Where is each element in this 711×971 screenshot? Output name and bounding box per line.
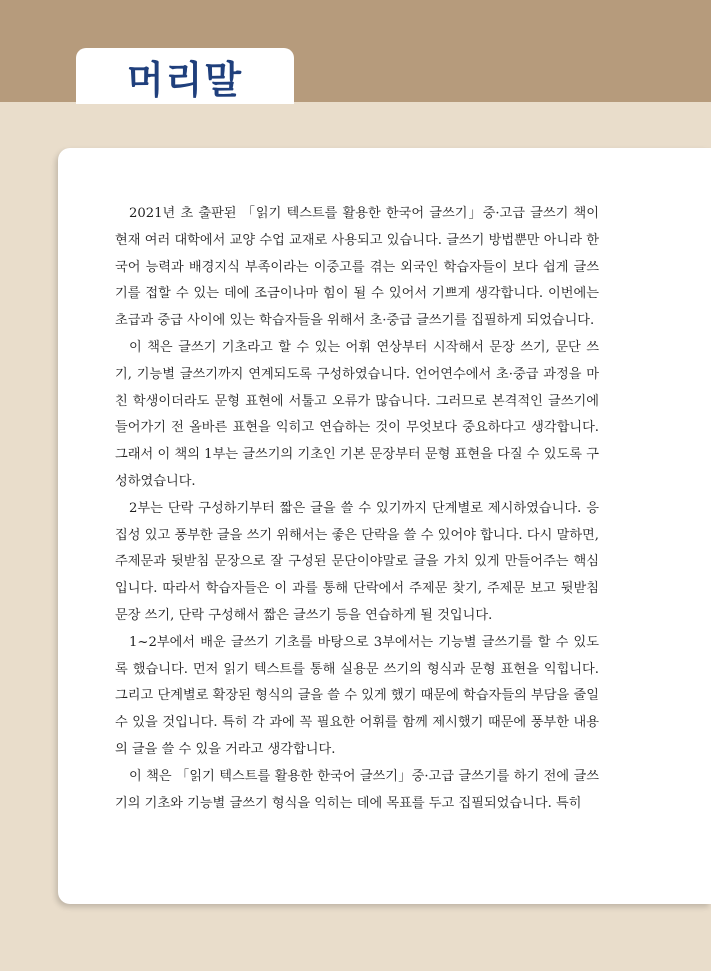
paragraph-4: 1~2부에서 배운 글쓰기 기초를 바탕으로 3부에서는 기능별 글쓰기를 할 수 있도록 했습니다. 먼저 읽기 텍스트를 통해 실용문 쓰기의 형식과 문형 표현을 익힙니다. 그리고 단계별로 확장된 형식의 글을 쓸 수 있게 했기 때문에 학습자들의 부담을 줄일 수 있을 것입니다. 특히 각 과에 꼭 필요한 어휘를 함께 제시했기 때문에 풍부한 내용의 글을 쓸 수 있을 거라고 생각합니다. (115, 634, 599, 757)
paragraph-5: 이 책은 「읽기 텍스트를 활용한 한국어 글쓰기」중·고급 글쓰기를 하기 전에 글쓰기의 기초와 기능별 글쓰기 형식을 익히는 데에 목표를 두고 집필되었습니다. 특히 (115, 768, 599, 811)
title-tab (76, 48, 294, 104)
paragraph-2: 이 책은 글쓰기 기초라고 할 수 있는 어휘 연상부터 시작해서 문장 쓰기, 문단 쓰기, 기능별 글쓰기까지 연계되도록 구성하였습니다. 언어연수에서 초·중급 과정을 마친 학생이더라도 문형 표현에 서툴고 오류가 많습니다. 그러므로 본격적인 글쓰기에 들어가기 전 올바른 표현을 익히고 연습하는 것이 무엇보다 중요하다고 생각합니다. 그래서 이 책의 1부는 글쓰기의 기초인 기본 문장부터 문형 표현을 다질 수 있도록 구성하였습니다. (115, 339, 599, 489)
paragraph-1: 2021년 초 출판된 「읽기 텍스트를 활용한 한국어 글쓰기」중·고급 글쓰기 책이 현재 여러 대학에서 교양 수업 교재로 사용되고 있습니다. 글쓰기 방법뿐만 아니라 한국어 능력과 배경지식 부족이라는 이중고를 겪는 외국인 학습자들이 보다 쉽게 글쓰기를 접할 수 있는 데에 조금이나마 힘이 될 수 있어서 기쁘게 생각합니다. 이번에는 초급과 중급 사이에 있는 학습자들을 위해서 초·중급 글쓰기를 집필하게 되었습니다. (115, 206, 599, 329)
page-title: 머리말 (126, 57, 244, 102)
preface-body (115, 201, 599, 817)
paragraph-3: 2부는 단락 구성하기부터 짧은 글을 쓸 수 있기까지 단계별로 제시하였습니다. 응집성 있고 풍부한 글을 쓰기 위해서는 좋은 단락을 쓸 수 있어야 합니다. 다시 말하면, 주제문과 뒷받침 문장으로 잘 구성된 문단이야말로 글을 가치 있게 만들어주는 핵심입니다. 따라서 학습자들은 이 과를 통해 단락에서 주제문 찾기, 주제문 보고 뒷받침 문장 쓰기, 단락 구성해서 짧은 글쓰기 등을 연습하게 될 것입니다. (115, 500, 599, 623)
